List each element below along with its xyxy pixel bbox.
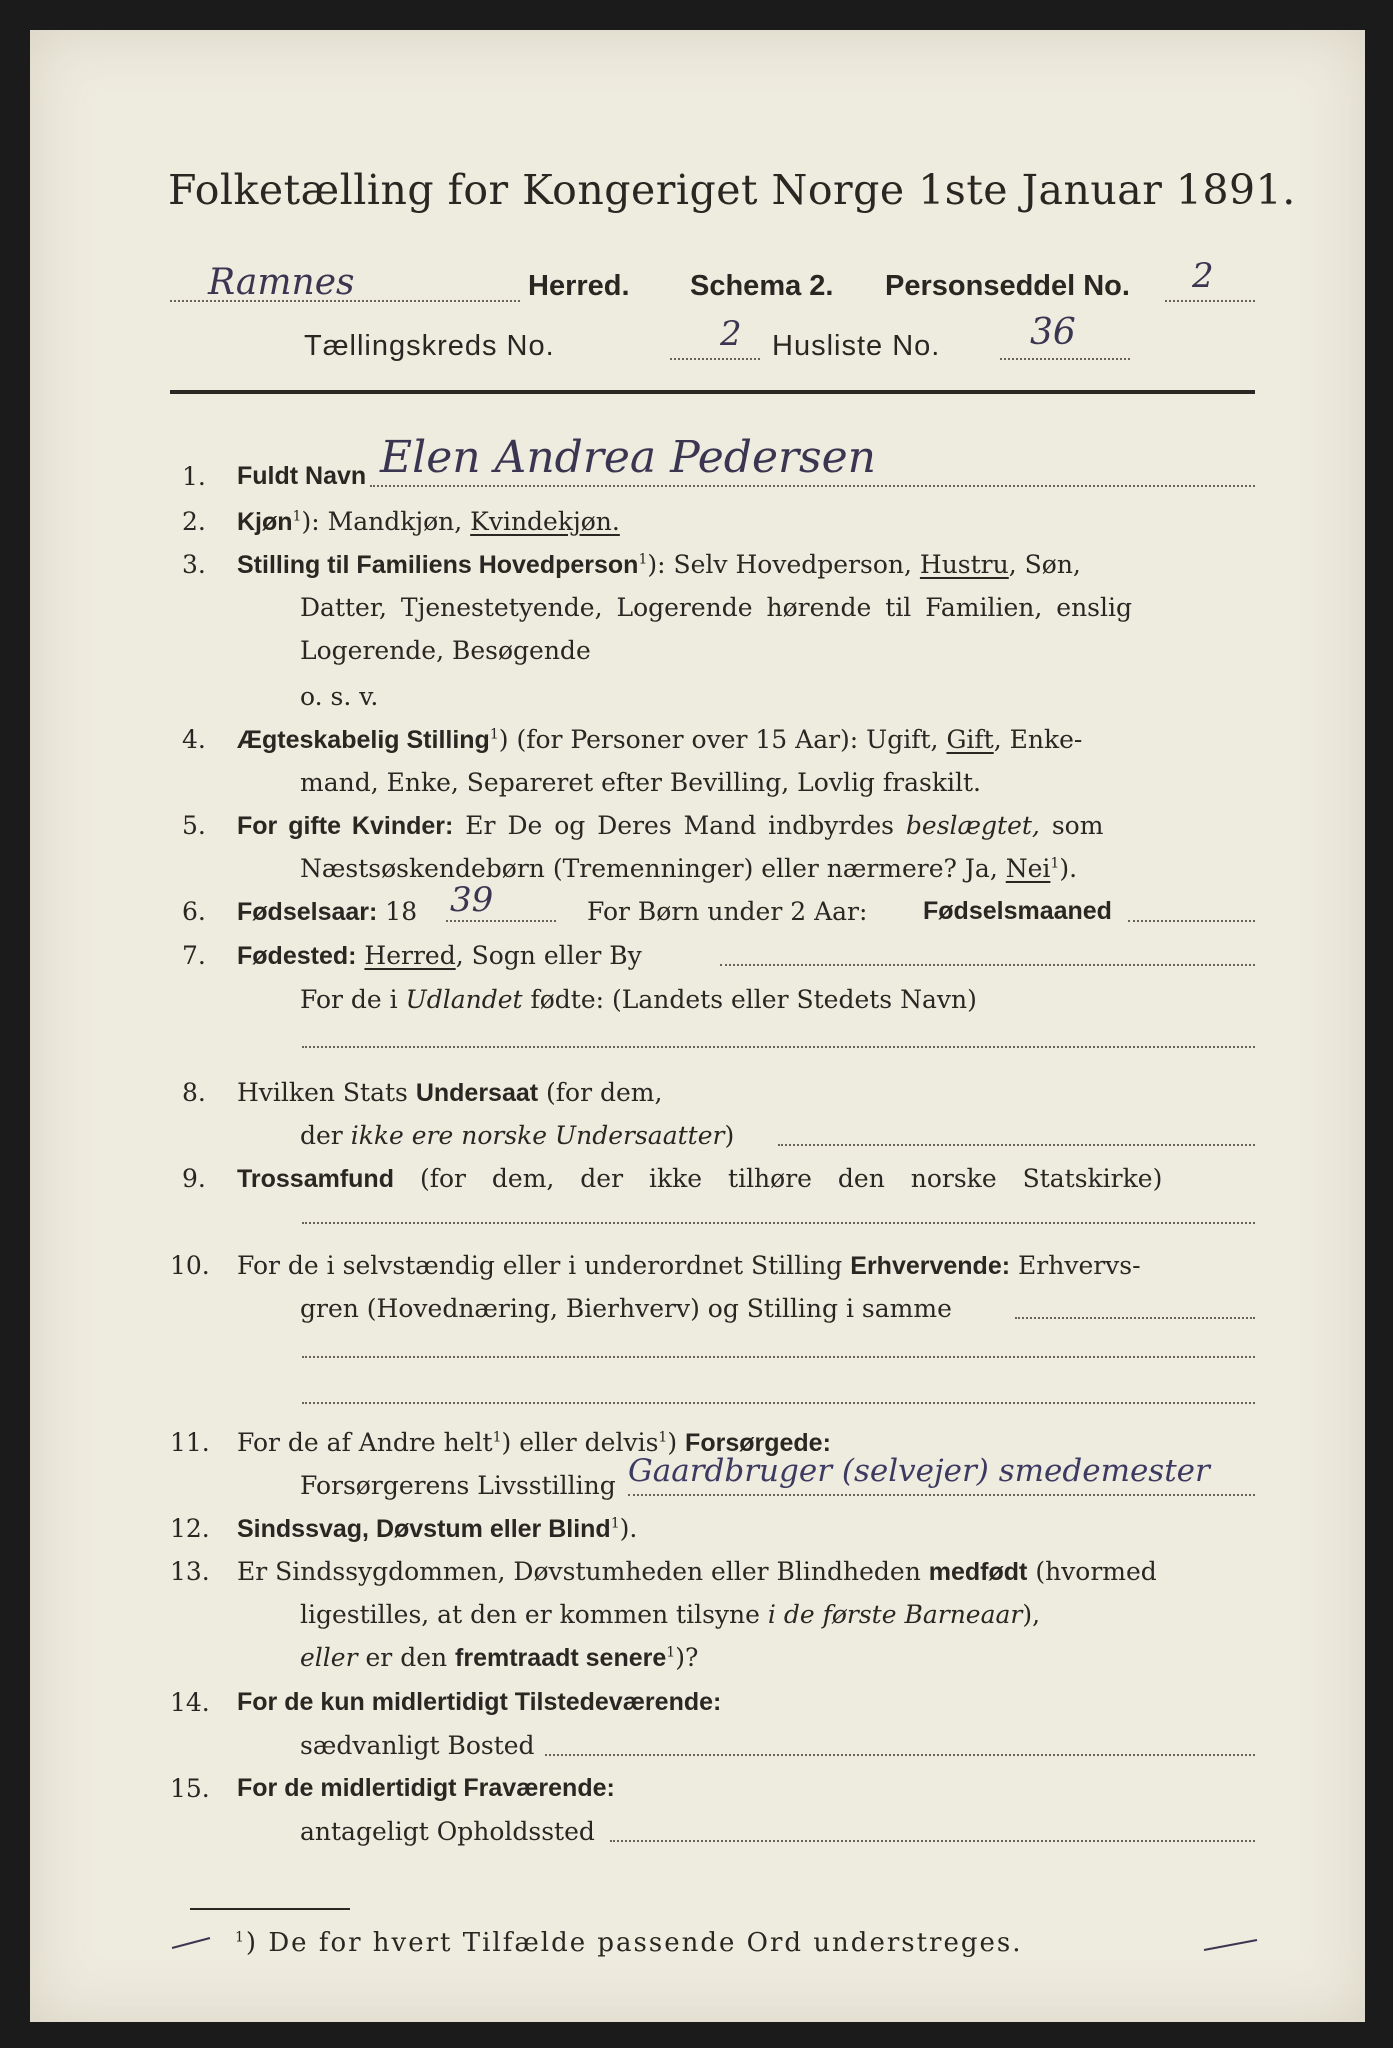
item-14-label: For de kun midlertidigt Tilstedeværende: <box>237 1688 722 1716</box>
item-14-number: 14. <box>170 1688 210 1717</box>
item-7-line1 <box>237 941 642 971</box>
item-5-line1 <box>237 811 1103 841</box>
husliste-dotted-line <box>1000 358 1130 360</box>
footnote-right-mark <box>1202 1934 1262 1962</box>
item-13-line2-end: ), <box>1022 1600 1041 1629</box>
item-13-line3-italic: eller <box>300 1643 358 1672</box>
census-form-page <box>30 30 1365 2022</box>
item-10-line1-end: Erhvervs- <box>1018 1251 1141 1280</box>
item-4-line1 <box>237 725 1082 755</box>
husliste-number: 36 <box>1030 312 1076 353</box>
item-7-line2a: For de i <box>300 985 398 1014</box>
item-8-line1-text: Hvilken Stats <box>237 1078 408 1107</box>
item-5-italic: beslægtet, <box>905 811 1040 840</box>
item-6-dotted-line-2 <box>1128 920 1255 922</box>
item-8-line2a: der <box>300 1121 343 1150</box>
item-7-rest: , Sogn eller By <box>455 941 642 970</box>
herred-dotted-line <box>170 300 520 302</box>
item-11-mid: ) eller delvis <box>501 1428 659 1457</box>
item-10-dotted-line-3 <box>302 1402 1255 1404</box>
item-1-dotted-line <box>370 485 1255 487</box>
item-7-underlined: Herred <box>364 941 456 970</box>
item-7-line2b: fødte: (Landets eller Stedets Navn) <box>530 985 977 1014</box>
pen-stroke-icon-right <box>1202 1934 1262 1958</box>
item-4-number: 4. <box>182 725 206 754</box>
item-10-line1-text: For de i selvstændig eller i underordnet Stilling <box>237 1251 843 1280</box>
item-10-dotted-line-2 <box>302 1356 1255 1358</box>
item-4-line1-end: , Enke- <box>993 725 1083 754</box>
item-3-line3: Logerende, Besøgende <box>300 636 591 665</box>
item-5-line1-end: som <box>1051 811 1104 840</box>
item-13-line2a: ligestilles, at den er kommen tilsyne <box>300 1600 760 1629</box>
item-2-number: 2. <box>182 507 206 536</box>
kreds-dotted-line <box>670 358 760 360</box>
item-7-number: 7. <box>182 941 206 970</box>
item-10-dotted-line <box>1015 1317 1255 1319</box>
item-1-answer: Elen Andrea Pedersen <box>380 432 876 483</box>
item-3-label: Stilling til Familiens Hovedperson <box>237 551 639 579</box>
item-7-label: Fødested: <box>237 942 357 970</box>
personseddel-number: 2 <box>1192 256 1214 296</box>
form-title: Folketælling for Kongeriget Norge 1ste Januar 1891. <box>168 166 1296 214</box>
item-3-sup: 1 <box>638 551 648 568</box>
pen-stroke-icon <box>170 1930 220 1960</box>
item-8-label: Undersaat <box>415 1079 539 1107</box>
item-8-line2-end: ) <box>724 1121 735 1150</box>
item-7-line2-italic: Udlandet <box>405 985 523 1014</box>
item-13-line3-bold: fremtraadt senere <box>455 1644 667 1672</box>
item-8-line2-italic: ikke ere norske Undersaatter <box>350 1121 725 1150</box>
herred-label: Herred. <box>528 270 630 302</box>
item-6-number: 6. <box>182 897 206 926</box>
kreds-label: Tællingskreds No. <box>304 330 555 362</box>
item-15-label: For de midlertidigt Fraværende: <box>237 1774 615 1802</box>
item-3-number: 3. <box>182 550 206 579</box>
item-8-line2 <box>300 1121 734 1150</box>
item-9-label: Trossamfund <box>237 1165 394 1193</box>
item-3-line1-text: ): Selv Hovedperson, <box>647 550 912 579</box>
item-8-line1-end: (for dem, <box>546 1078 663 1107</box>
item-11-answer: Gaardbruger (selvejer) smedemester <box>628 1453 1210 1489</box>
item-3-line1-end: , Søn, <box>1008 550 1081 579</box>
item-2-rest: ): Mandkjøn, <box>301 507 463 536</box>
footnote-text: ) De for hvert Tilfælde passende Ord understreges. <box>245 1928 1023 1958</box>
item-10-number: 10. <box>170 1251 210 1280</box>
footnote-rule <box>190 1908 350 1910</box>
herred-handwritten: Ramnes <box>208 262 355 303</box>
item-6-line <box>237 897 417 927</box>
item-11-label: Forsørgede: <box>685 1429 831 1457</box>
item-5-number: 5. <box>182 811 206 840</box>
item-5-line2-text: Næstsøskendebørn (Tremenninger) eller nærmere? Ja, <box>300 854 998 883</box>
item-6-mid: For Børn under 2 Aar: <box>587 897 868 926</box>
item-4-line1-text: ) (for Personer over 15 Aar): Ugift, <box>498 725 939 754</box>
item-12-sup: 1 <box>610 1515 620 1532</box>
item-8-line1 <box>237 1078 662 1108</box>
item-6-label2: Fødselsmaaned <box>923 897 1112 925</box>
item-5-line1-text: Er De og Deres Mand indbyrdes <box>465 811 894 840</box>
item-13-line1 <box>237 1557 1157 1587</box>
item-15-number: 15. <box>170 1774 210 1803</box>
item-2-label: Kjøn <box>237 508 293 536</box>
item-2-text <box>237 507 620 537</box>
footnote-left-mark <box>170 1930 220 1965</box>
item-13-line3-end: )? <box>675 1643 699 1672</box>
footnote-mark: 1 <box>235 1929 246 1946</box>
item-6-dotted-line <box>446 920 556 922</box>
item-12-label: Sindssvag, Døvstum eller Blind <box>237 1515 611 1543</box>
item-14-dotted-line <box>545 1754 1255 1756</box>
item-14-line2: sædvanligt Bosted <box>300 1731 535 1760</box>
item-10-label: Erhvervende: <box>850 1252 1011 1280</box>
item-11-line2: Forsørgerens Livsstilling <box>300 1471 616 1500</box>
item-9-rest: (for dem, der ikke tilhøre den norske Statskirke) <box>419 1164 1163 1193</box>
item-11-sup-2: 1 <box>658 1429 668 1446</box>
item-4-underlined: Gift <box>946 725 994 754</box>
item-9-line <box>237 1164 1162 1194</box>
item-13-line2 <box>300 1600 1040 1629</box>
item-15-dotted-line <box>610 1840 1255 1842</box>
item-15-line2: antageligt Opholdssted <box>300 1817 595 1846</box>
item-3-line2: Datter, Tjenestetyende, Logerende hørende til Familien, enslig <box>300 593 1133 622</box>
item-4-label: Ægteskabelig Stilling <box>237 726 490 754</box>
item-11-sup-1: 1 <box>492 1429 502 1446</box>
item-10-line1 <box>237 1251 1141 1281</box>
item-11-line1: For de af Andre helt$^1$) eller delvis$^1$) Forsørgede: <box>237 1428 831 1457</box>
item-3-line4: o. s. v. <box>300 682 379 711</box>
item-2-sup: 1 <box>292 508 302 525</box>
husliste-label: Husliste No. <box>772 330 941 362</box>
item-12-line <box>237 1514 637 1544</box>
item-4-line2: mand, Enke, Separeret efter Bevilling, Lovlig fraskilt. <box>300 768 981 797</box>
item-1-number: 1. <box>182 462 206 491</box>
item-13-line3a: er den <box>365 1643 448 1672</box>
item-8-number: 8. <box>182 1078 206 1107</box>
item-8-dotted-line <box>778 1144 1255 1146</box>
item-9-number: 9. <box>182 1164 206 1193</box>
item-13-line3 <box>300 1643 698 1673</box>
item-7-line2 <box>300 985 977 1014</box>
item-12-number: 12. <box>170 1514 210 1543</box>
item-3-line1 <box>237 550 1081 580</box>
item-12-end: ). <box>619 1514 638 1543</box>
personseddel-label: Personseddel No. <box>885 270 1130 302</box>
item-4-sup: 1 <box>489 726 499 743</box>
item-11-dotted-line <box>628 1494 1255 1496</box>
item-6-prefix: 18 <box>385 897 418 926</box>
item-5-line2 <box>300 854 1077 883</box>
item-7-dotted-line-2 <box>302 1046 1255 1048</box>
item-13-number: 13. <box>170 1557 210 1586</box>
item-13-sup: 1 <box>666 1644 676 1661</box>
item-13-line1-end: (hvormed <box>1035 1557 1157 1586</box>
kreds-number: 2 <box>720 314 742 354</box>
item-5-line2-end: ). <box>1059 854 1078 883</box>
item-13-label: medfødt <box>928 1558 1028 1586</box>
item-5-sup: 1 <box>1050 855 1060 872</box>
item-7-dotted-line <box>720 964 1255 966</box>
item-6-answer: 39 <box>450 880 494 920</box>
item-5-label: For gifte Kvinder: <box>237 812 454 840</box>
item-6-label: Fødselsaar: <box>237 898 378 926</box>
header-rule <box>170 390 1255 394</box>
item-5-underlined: Nei <box>1005 854 1051 883</box>
footnote <box>235 1928 1023 1958</box>
item-10-line2: gren (Hovednæring, Bierhverv) og Stilling i samme <box>300 1294 952 1323</box>
item-11-line1-text: For de af Andre helt <box>237 1428 493 1457</box>
item-13-line1-text: Er Sindssygdommen, Døvstumheden eller Blindheden <box>237 1557 921 1586</box>
item-2-underlined: Kvindekjøn. <box>470 507 620 536</box>
item-1-label: Fuldt Navn <box>237 462 367 490</box>
schema-label: Schema 2. <box>690 270 834 302</box>
item-13-line2-italic: i de første Barneaar <box>767 1600 1023 1629</box>
item-9-dotted-line <box>302 1222 1255 1224</box>
personseddel-dotted-line <box>1165 300 1255 302</box>
item-3-underlined: Hustru <box>919 550 1009 579</box>
item-11-number: 11. <box>170 1428 210 1457</box>
